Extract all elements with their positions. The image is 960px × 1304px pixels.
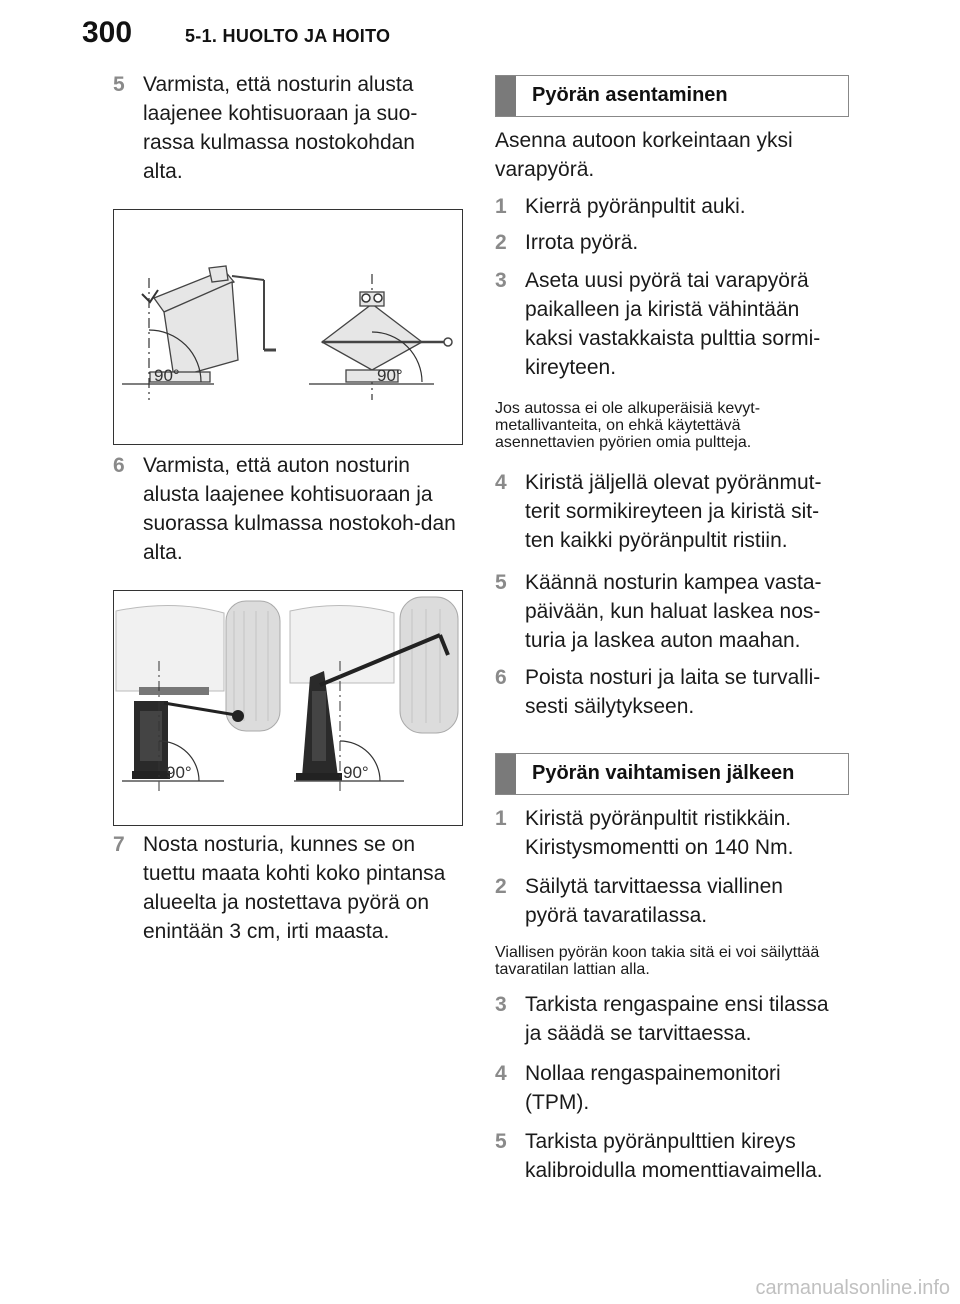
- step-number: 5: [113, 73, 125, 96]
- step-text: Varmista, että auton nosturin alusta laajenee kohtisuoraan ja suorassa kulmassa nostokoh-dan alta.: [143, 454, 456, 564]
- step-text: Käännä nosturin kampea vasta-päivään, kun haluat laskea nos-turia ja laskea auton maahan.: [525, 571, 822, 652]
- after-step-1: [495, 804, 840, 862]
- step-number: 2: [495, 875, 507, 898]
- after-step-5: [495, 1127, 840, 1185]
- after-step-4: [495, 1059, 840, 1117]
- angle-label-right: 90°: [343, 763, 369, 782]
- step-number: 6: [113, 454, 125, 477]
- note-alloy-rims: Jos autossa ei ole alkuperäisiä kevyt-metallivanteita, on ehkä käytettävä asennettavien pyörien omia pultteja.: [495, 400, 761, 451]
- step-number: 3: [495, 269, 507, 292]
- intro-paragraph: Asenna autoon korkeintaan yksi varapyörä.: [495, 129, 793, 181]
- jack-under-car-figure: [113, 590, 463, 826]
- right-step-3: [495, 266, 840, 382]
- step-text: Tarkista rengaspaine ensi tilassa ja säädä se tarvittaessa.: [525, 993, 829, 1045]
- step-text: Säilytä tarvittaessa viallinen pyörä tavaratilassa.: [525, 875, 783, 927]
- step-text: Kierrä pyöränpultit auki.: [525, 195, 746, 218]
- angle-label-left: 90°: [166, 763, 192, 782]
- step-number: 5: [495, 1130, 507, 1153]
- step-number: 1: [495, 807, 507, 830]
- left-step-5: [113, 70, 458, 186]
- step-text: Kiristä pyöränpultit ristikkäin. Kiristysmomentti on 140 Nm.: [525, 807, 794, 859]
- watermark-url: carmanualsonline.info: [755, 1277, 950, 1299]
- chapter-title: 5-1. HUOLTO JA HOITO: [185, 26, 391, 46]
- step-text: Poista nosturi ja laita se turvalli-sesti säilytykseen.: [525, 666, 821, 718]
- left-step-7: [113, 830, 458, 946]
- step-number: 1: [495, 195, 507, 218]
- step-text: Nosta nosturia, kunnes se on tuettu maata kohti koko pintansa alueelta ja nostettava pyörä on enintään 3 cm, irti maasta.: [143, 833, 446, 943]
- note-damaged-wheel: Viallisen pyörän koon takia sitä ei voi säilyttää tavaratilan lattian alla.: [495, 944, 820, 978]
- step-text: Irrota pyörä.: [525, 231, 639, 254]
- right-step-1: [495, 192, 840, 221]
- step-number: 7: [113, 833, 125, 856]
- page-number: 300: [82, 16, 133, 49]
- section-title: Pyörän asentaminen: [532, 84, 728, 106]
- angle-label-left: 90°: [154, 366, 180, 385]
- step-number: 4: [495, 1062, 507, 1085]
- step-text: Tarkista pyöränpulttien kireys kalibroidulla momenttiavaimella.: [525, 1130, 823, 1182]
- step-number: 5: [495, 571, 507, 594]
- section-title: Pyörän vaihtamisen jälkeen: [532, 762, 795, 784]
- step-text: Nollaa rengaspainemonitori (TPM).: [525, 1062, 781, 1114]
- section-marker: [496, 76, 516, 116]
- right-step-4: [495, 468, 840, 555]
- right-step-5: [495, 568, 840, 655]
- section-header-after-wheel-change: [495, 753, 849, 795]
- right-step-2: [495, 228, 840, 257]
- after-step-3: [495, 990, 840, 1048]
- step-text: Kiristä jäljellä olevat pyöränmut-terit sormikireyteen ja kiristä sit-ten kaikki pyöränpultit ristiin.: [525, 471, 822, 552]
- step-text: Varmista, että nosturin alusta laajenee kohtisuoraan ja suo-rassa kulmassa nostokohdan alta.: [143, 73, 418, 183]
- section-marker: [496, 754, 516, 794]
- jack-under-car-illustration: [114, 591, 462, 825]
- jack-diagram-figure: [113, 209, 463, 445]
- angle-label-right: 90°: [377, 366, 403, 385]
- left-step-6: [113, 451, 458, 567]
- section-header-wheel-installation: [495, 75, 849, 117]
- step-number: 2: [495, 231, 507, 254]
- right-step-6: [495, 663, 840, 721]
- step-text: Aseta uusi pyörä tai varapyörä paikalleen ja kiristä vähintään kaksi vastakkaista pulttia sormi-kireyteen.: [525, 269, 821, 379]
- after-step-2: [495, 872, 840, 930]
- step-number: 3: [495, 993, 507, 1016]
- scissor-jack-illustration: [114, 210, 462, 444]
- step-number: 6: [495, 666, 507, 689]
- page-header: [0, 0, 960, 62]
- step-number: 4: [495, 471, 507, 494]
